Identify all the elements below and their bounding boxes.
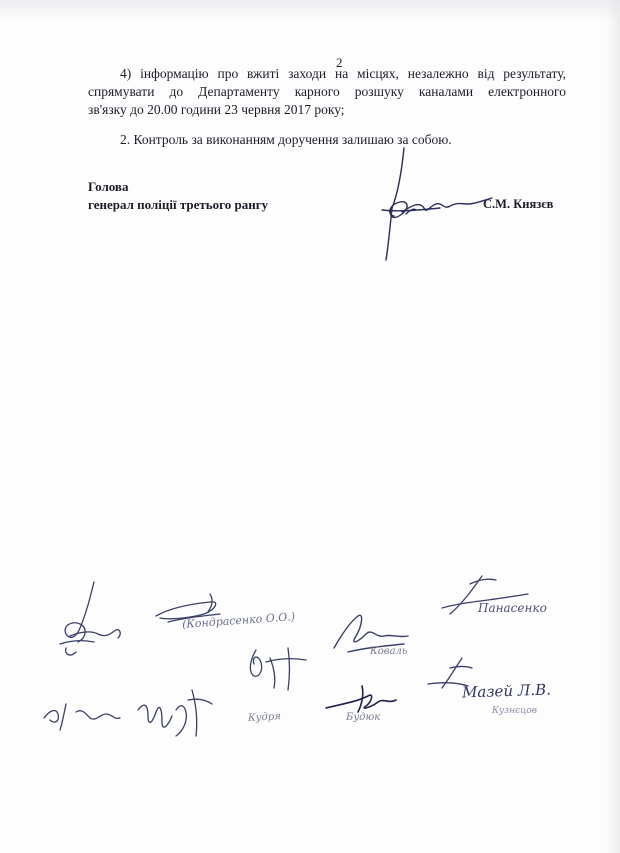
endorsement-name-8: Будюк <box>346 712 381 723</box>
head-signature <box>380 148 520 263</box>
endorsement-name-2: (Кондрасенко О.О.) <box>181 610 296 631</box>
endorsement-signature-7 <box>236 640 326 700</box>
endorsement-signature-5 <box>40 696 130 736</box>
signatory-title-line-2: генерал поліції третього рангу <box>88 197 269 212</box>
paragraph-line: зв'язку до 20.00 години 23 червня 2017 року; <box>88 102 345 117</box>
endorsement-name-4: Коваль <box>370 646 408 657</box>
endorsement-name-9: Мазей Л.В. <box>461 680 552 702</box>
paragraph-item-4 <box>88 65 566 119</box>
endorsement-signature-1 <box>50 578 130 668</box>
endorsement-signature-6 <box>132 660 222 750</box>
paragraph-line: 2. Контроль за виконанням доручення залишаю за собою. <box>120 132 452 147</box>
scan-shadow-right <box>606 0 620 853</box>
endorsement-name-7: Кудря <box>247 711 282 724</box>
endorsement-signature-3 <box>432 570 562 630</box>
signatory-title-line-1: Голова <box>88 179 129 194</box>
endorsement-name-3: Панасенко <box>478 601 547 615</box>
paragraph-line: спрямувати до Департаменту карного розшуку каналами електронного <box>88 84 566 99</box>
scan-shadow-top <box>0 0 620 22</box>
endorsement-name-10: Кузнєцов <box>492 706 537 716</box>
paragraph-line: 4) інформацію про вжиті заходи на місцях, незалежно від результату, <box>120 66 566 81</box>
paragraph-control <box>88 131 566 149</box>
page-number: 2 <box>336 55 343 70</box>
signatory-name: С.М. Князєв <box>483 197 554 211</box>
